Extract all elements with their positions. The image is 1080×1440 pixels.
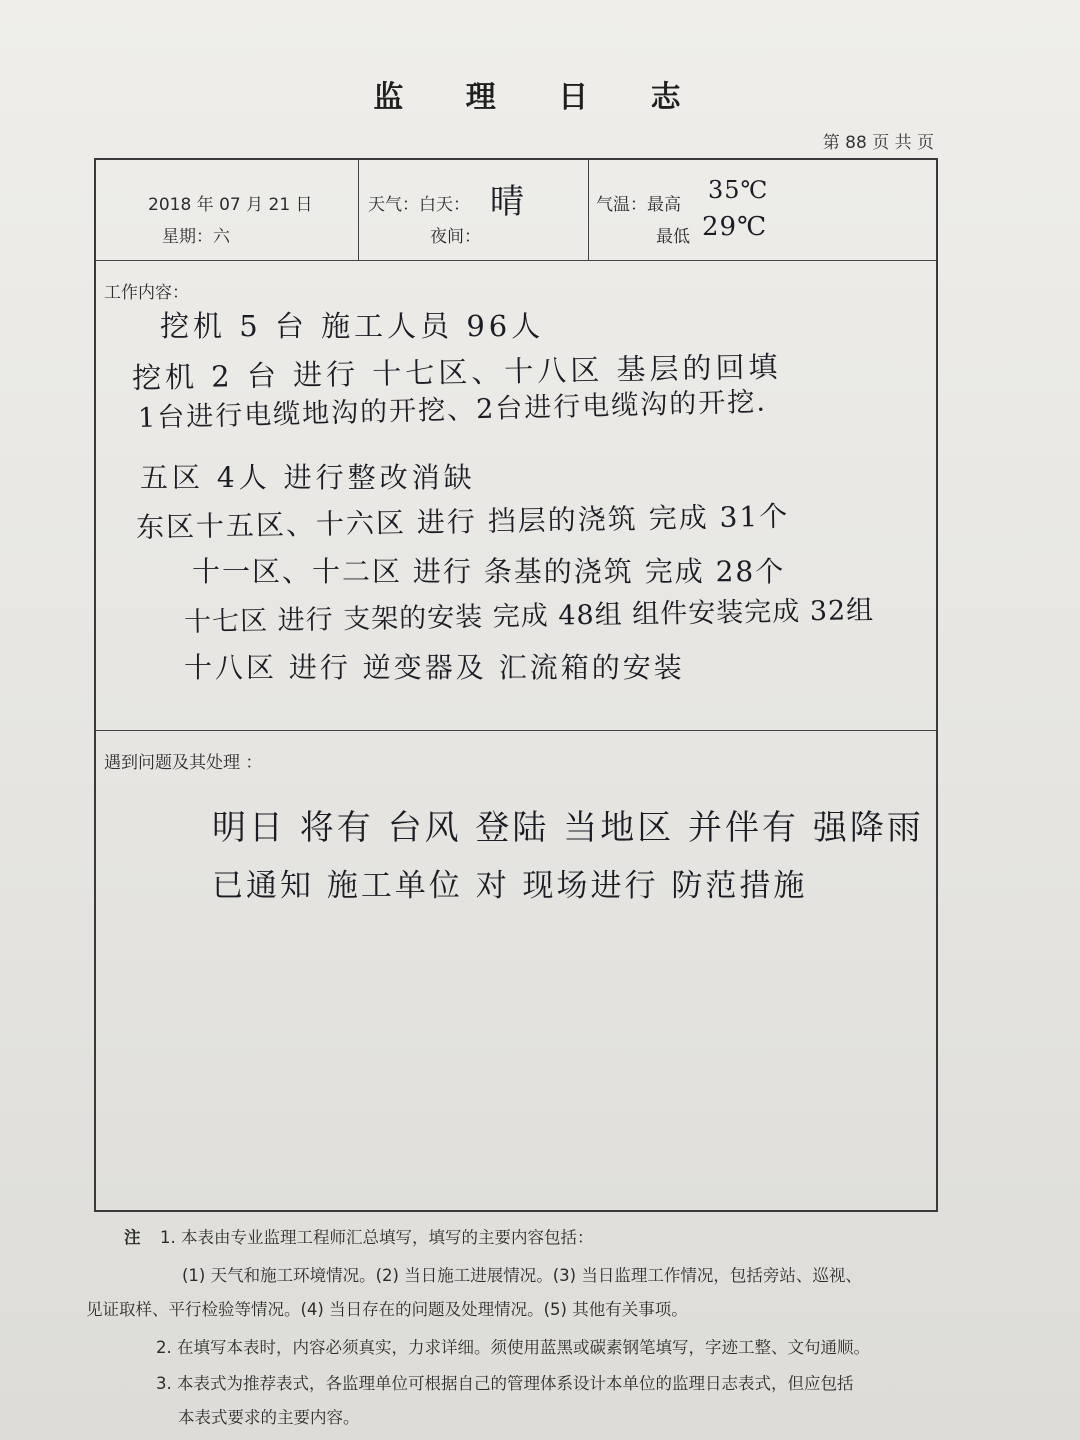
page-title: 监 理 日 志: [373, 80, 707, 115]
weekday-field: 星期：六: [162, 227, 230, 247]
note-line-5: 3. 本表式为推荐表式，各监理单位可根据自己的管理体系设计本单位的监理日志表式，但应包括: [156, 1374, 854, 1393]
date-field: 2018 年 07 月 21 日: [148, 195, 313, 215]
header-divider: [96, 260, 936, 261]
note-line-6: 本表式要求的主要内容。: [178, 1408, 360, 1427]
issues-line-1: 明日 将有 台风 登陆 当地区 并伴有 强降雨: [212, 808, 924, 848]
page-counter: 第 88 页 共 页: [822, 133, 934, 153]
note-line-4: 2. 在填写本表时，内容必须真实，力求详细。须使用蓝黑或碳素钢笔填写，字迹工整、文句通顺。: [156, 1338, 870, 1357]
header-col-divider-2: [588, 160, 589, 260]
temp-high-value: 35℃: [708, 176, 769, 204]
temp-high-label: 气温：最高: [596, 195, 681, 215]
work-line-5: 东区十五区、十六区 进行 挡层的浇筑 完成 31个: [135, 499, 790, 544]
work-line-8: 十八区 进行 逆变器及 汇流箱的安装: [184, 651, 685, 684]
note-line-2: (1) 天气和施工环境情况。(2) 当日施工进展情况。(3) 当日监理工作情况，包括旁站、巡视、: [182, 1266, 862, 1285]
issues-label: 遇到问题及其处理 ：: [104, 753, 263, 773]
weather-day-label: 天气：白天：: [368, 195, 470, 215]
note-line-3: 见证取样、平行检验等情况。(4) 当日存在的问题及处理情况。(5) 其他有关事项。: [86, 1300, 688, 1319]
work-line-3: 1台进行电缆地沟的开挖、2台进行电缆沟的开挖.: [137, 386, 768, 434]
header-col-divider-1: [358, 160, 359, 260]
temp-low-label: 最低: [656, 227, 690, 247]
work-line-6: 十一区、十二区 进行 条基的浇筑 完成 28个: [192, 555, 786, 588]
log-form: [94, 158, 938, 1212]
issues-line-2: 已通知 施工单位 对 现场进行 防范措施: [212, 868, 808, 904]
work-line-4: 五区 4人 进行整改消缺: [140, 461, 476, 494]
notes-mark: 注: [124, 1228, 141, 1247]
weather-night-label: 夜间：: [430, 227, 481, 247]
weather-day-value: 晴: [490, 182, 528, 222]
work-line-2: 挖机 2 台 进行 十七区、十八区 基层的回填: [131, 349, 782, 395]
temp-low-value: 29℃: [702, 212, 768, 242]
work-content-label: 工作内容：: [104, 283, 189, 303]
section-divider: [96, 730, 936, 731]
work-line-7: 十七区 进行 支架的安装 完成 48组 组件安装完成 32组: [183, 594, 875, 638]
work-line-1: 挖机 5 台 施工人员 96人: [160, 309, 545, 343]
note-line-1: 1. 本表由专业监理工程师汇总填写，填写的主要内容包括：: [160, 1228, 594, 1247]
